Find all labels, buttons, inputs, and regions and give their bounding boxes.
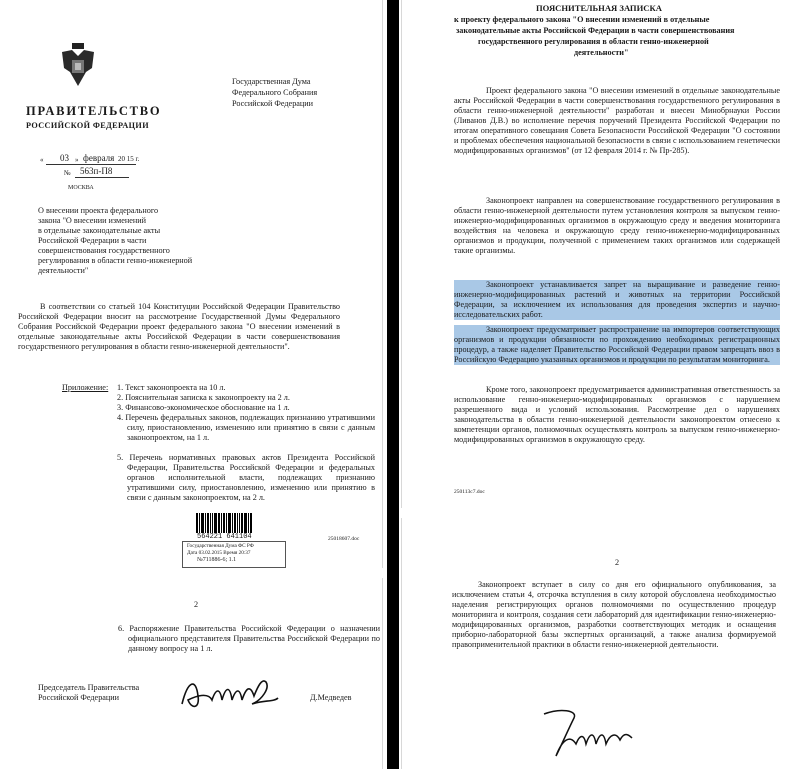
attachment-item-6: 6. Распоряжение Правительства Российской Федерации о назначении официального представителя Правительства Российской Федерации по данному вопросу на 1 л.: [118, 624, 380, 653]
signer-name: Д.Медведев: [310, 693, 352, 702]
number-label: №: [64, 169, 71, 177]
attachment-item: 4. Перечень федеральных законов, подлежащих признанию утратившими силу, приостановлению, изменению или принятию в связи с данным законопроектом, на 1 л.: [117, 413, 375, 442]
subject-line: деятельности": [38, 266, 89, 275]
attachment-item: 1. Текст законопроекта на 10 л.: [117, 383, 226, 392]
note-paragraph: Кроме того, законопроект предусматривается административная ответственность за использование генно-инженерно-модифицированных организмов с нарушением разрешенного вида и условий использования. Рассмотрение дел о нарушениях законодательства в области генно-инженерной деятельности законопроектом отнесено к компетенции органов, полномочных осуществлять контроль за выпуском генно-инженерно-модифицированных организмов в окружающую среду.: [454, 385, 780, 444]
date-sep: »: [75, 156, 79, 164]
stamp-line: Дата 03.02.2015 Время 20:37: [187, 550, 251, 556]
recipient-line: Российской Федерации: [232, 99, 314, 108]
note-paragraph: Законопроект направлен на совершенствование государственного регулирования в области генно-инженерной деятельности путем установления контроля за выпуском генно-инженерно-модифицированных организмов в окружающую среду и введения мониторинга воздействия на человека и окружающую среду генно-инженерно-модифицированных организмов и продукции, полученной с применением таких организмов или содержащей такие организмы.: [454, 196, 780, 255]
note-subtitle-line: к проекту федерального закона "О внесении изменений в отдельные: [454, 15, 710, 24]
date-day: 03: [60, 153, 69, 163]
note-paragraph-highlighted: Законопроект предусматривает распространение на импортеров соответствующих организмов и продукции обязанности по прохождению необходимых регистрационных процедур, а также наделяет Правительство Российской Федерации правом запрещать ввоз в Российскую Федерацию указанных организмов и продукции по результатам мониторинга.: [454, 325, 780, 364]
page-number: 2: [194, 600, 199, 609]
date-month: февраля: [83, 153, 115, 163]
barcode-number: 564221 641104: [197, 533, 252, 541]
attachment-item: 3. Финансово-экономическое обоснование на 1 л.: [117, 403, 290, 412]
gov-title: ПРАВИТЕЛЬСТВО: [26, 104, 162, 118]
registration-stamp: [182, 541, 286, 568]
explanatory-note-page-2: [402, 518, 800, 769]
letter-body: В соответствии со статьей 104 Конституции Российской Федерации Правительство Российской Федерации вносит на рассмотрение Государственной Думы Федерального Собрания Российской Федерации проект федерального закона "О внесении изменений в отдельные законодательные акты Российской Федерации в части совершенствования государственного регулирования в области генно-инженерной деятельности".: [18, 302, 340, 351]
doc-code: 25018607.doc: [328, 536, 360, 542]
recipient-line: Государственная Дума: [232, 77, 311, 86]
note-subtitle-line: деятельности": [574, 48, 629, 57]
note-paragraph-highlighted: Законопроект устанавливается запрет на выращивание и разведение генно-инженерно-модифицированных растений и животных на территории Российской Федерации, за исключением их использования для проведения экспертиз и научно-исследовательских работ.: [454, 280, 780, 319]
state-emblem-icon: [58, 42, 98, 88]
attachments-label: Приложение:: [62, 383, 109, 392]
government-letter-page-1: [0, 0, 382, 568]
page-number: 2: [615, 558, 620, 567]
attachment-item: 5. Перечень нормативных правовых актов Президента Российской Федерации, Правительства Российской Федерации и федеральных органов исполнительной власти, подлежащих признанию утратившими силу, приостановлению, изменению или принятию в связи с данным законопроектом, на 2 л.: [117, 453, 375, 502]
note-title: ПОЯСНИТЕЛЬНАЯ ЗАПИСКА: [536, 3, 662, 13]
document-number: 563п-П8: [80, 166, 113, 176]
date-prefix: «: [40, 156, 44, 164]
subject-line: закона "О внесении изменений: [38, 216, 147, 225]
note-subtitle-line: государственного регулирования в области генно-инженерной: [478, 37, 709, 46]
attachment-item: 2. Пояснительная записка к законопроекту на 2 л.: [117, 393, 290, 402]
divider: [401, 508, 800, 518]
subject-line: совершенствования государственного: [38, 246, 170, 255]
note-p2-paragraph: Законопроект вступает в силу со дня его официального опубликования, за исключением статьи 4, отсрочка вступления в силу которой обусловлена необходимостью наделения регистрирующих органов полномочиями по осуществлению процедур мониторинга и контроля, создания сети лабораторий для идентификации генно-инженерно-модифицированных организмов, разработки соответствующих методик и оснащения приборно-лабораторной базы экспертных организаций, а также анализа формируемой правоприменительной практики в области генно-инженерной деятельности.: [452, 580, 776, 649]
explanatory-note-page-1: [402, 0, 800, 508]
stamp-line: Государственная Дума ФС РФ: [187, 543, 254, 549]
stamp-line: №711886-6; 1.1: [197, 557, 237, 563]
note-doc-code: 250113c7.doc: [454, 489, 485, 495]
note-subtitle-line: законодательные акты Российской Федерации в части совершенствования: [456, 26, 735, 35]
divider: [0, 568, 383, 578]
subject-line: регулирования в области генно-инженерной: [38, 256, 193, 265]
city: МОСКВА: [68, 185, 94, 191]
subject-line: Российской Федерации в части: [38, 236, 147, 245]
divider: [383, 0, 401, 769]
subject-line: в отдельные законодательные акты: [38, 226, 161, 235]
gov-subtitle: РОССИЙСКОЙ ФЕДЕРАЦИИ: [26, 121, 149, 130]
note-paragraph: Проект федерального закона "О внесении изменений в отдельные законодательные акты Российской Федерации в части совершенствования государственного регулирования в области генно-инженерной деятельности" разработан и внесен Минобрнауки России (Ливанов Д.В.) во исполнение перечня поручений Президента Российской Федерации по итогам оперативного совещания Совета Безопасности Российской Федерации "О состоянии и проблемах обеспечения национальной безопасности в связи с использованием генетически модифицированных организмов" (от 12 февраля 2014 г. № Пр-285).: [454, 86, 780, 155]
subject-line: О внесении проекта федерального: [38, 206, 159, 215]
signature-icon: [178, 670, 282, 714]
recipient-line: Федерального Собрания: [232, 88, 318, 97]
date-year: 20 15 г.: [118, 155, 140, 163]
barcode-icon: [196, 513, 268, 533]
signer-title: Председатель Правительства: [38, 683, 140, 692]
signer-title: Российской Федерации: [38, 693, 120, 702]
signature-icon: [540, 704, 636, 760]
government-letter-page-2: [0, 578, 382, 769]
